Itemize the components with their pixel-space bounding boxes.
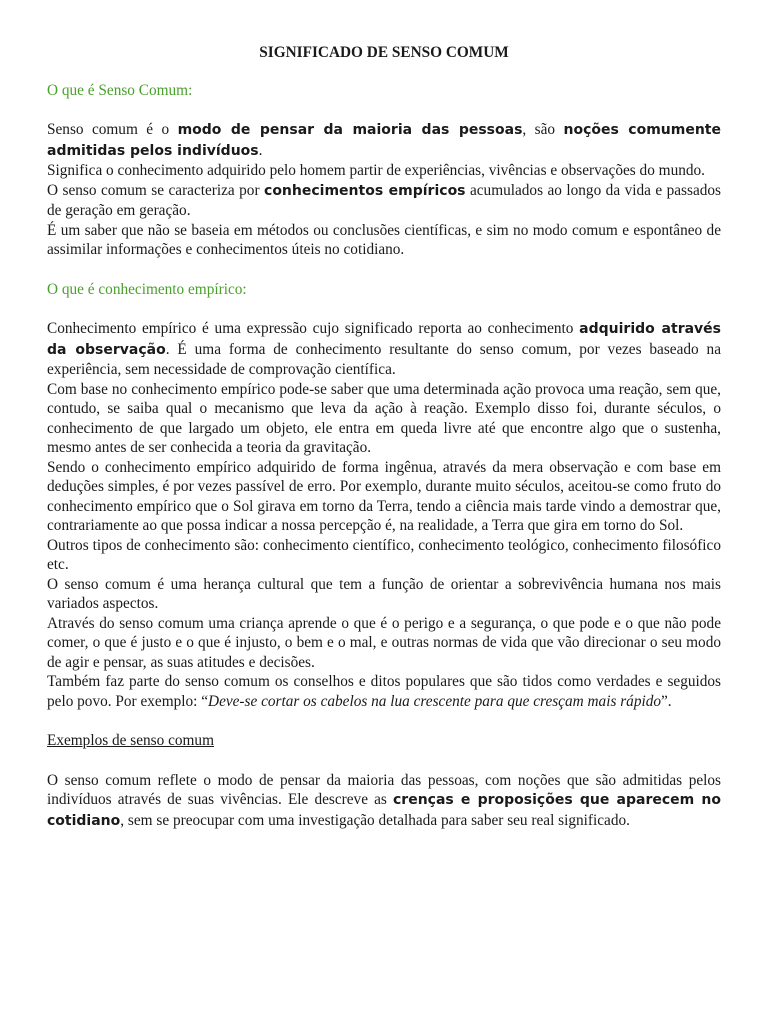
paragraph <box>47 458 721 536</box>
text-run: O senso comum reflete o modo de pensar da maioria das pessoas, com noções que são admitidas pelos indivíduos através de suas vivências. Ele descreve as <box>47 771 721 808</box>
text-run: , sem se preocupar com uma investigação detalhada para saber seu real significado. <box>120 811 630 829</box>
bold-text-run: modo de pensar da maioria das pessoas <box>177 122 523 138</box>
text-run: ”. <box>661 692 672 710</box>
paragraph <box>47 672 721 711</box>
text-run: Outros tipos de conhecimento são: conhecimento científico, conhecimento teológico, conhecimento filosófico etc. <box>47 536 721 573</box>
text-run: . É uma forma de conhecimento resultante do senso comum, por vezes baseado na experiência, sem necessidade de comprovação científica. <box>47 340 721 378</box>
paragraph <box>47 380 721 458</box>
bold-text-run: crenças e proposições que aparecem no cotidiano <box>47 792 721 829</box>
section-exemplos <box>47 731 721 831</box>
text-run: Conhecimento empírico é uma expressão cujo significado reporta ao conhecimento <box>47 320 580 337</box>
text-run: O senso comum é uma herança cultural que tem a função de orientar a sobrevivência humana nos mais variados aspectos. <box>47 575 721 612</box>
text-run: . <box>258 141 263 159</box>
paragraph <box>47 771 721 832</box>
paragraph <box>47 614 721 673</box>
section-heading-conhecimento-empirico: O que é conhecimento empírico: <box>47 280 247 298</box>
paragraph <box>47 181 721 221</box>
italic-text-run: Deve-se cortar os cabelos na lua crescente para que cresçam mais rápido <box>208 692 662 710</box>
section-senso-comum <box>47 81 721 260</box>
bold-text-run: noções comumente admitidas pelos indivíduos <box>47 122 721 159</box>
bold-text-run: conhecimentos empíricos <box>264 182 466 199</box>
text-run: acumulados ao longo da vida e passados de geração em geração. <box>47 181 721 219</box>
paragraph <box>47 319 721 380</box>
section-heading-exemplos: Exemplos de senso comum <box>47 732 214 749</box>
text-run: Sendo o conhecimento empírico adquirido de forma ingênua, através da mera observação e com base em deduções simples, é por vezes passível de erro. Por exemplo, durante muito séculos, aceitou-se como fruto do conhecimento empírico que o Sol girava em torno da Terra, tendo a ciência mais tarde vindo a demostrar que, contrariamente ao que possa indicar a nossa percepção é, na realidade, a Terra que gira em torno do Sol. <box>47 458 721 534</box>
paragraph <box>47 161 721 181</box>
bold-text-run: adquirido através da observação <box>47 321 721 358</box>
section-conhecimento-empirico <box>47 280 721 712</box>
text-run: Através do senso comum uma criança aprende o que é o perigo e a segurança, o que pode e o que não pode comer, o que é justo e o que é injusto, o bem e o mal, e outras normas de vida que vão direcionar o seu modo de agir e pensar, as suas atitudes e decisões. <box>47 614 721 671</box>
text-run: , são <box>522 121 564 138</box>
text-run: Significa o conhecimento adquirido pelo homem partir de experiências, vivências e observações do mundo. <box>47 162 705 179</box>
text-run: É um saber que não se baseia em métodos ou conclusões científicas, e sim no modo comum e espontâneo de assimilar informações e conhecimentos úteis no cotidiano. <box>47 221 721 258</box>
document-title: SIGNIFICADO DE SENSO COMUM <box>259 44 509 61</box>
paragraph <box>47 221 721 260</box>
paragraph <box>47 120 721 161</box>
text-run: Senso comum é o <box>47 121 178 138</box>
paragraph <box>47 536 721 575</box>
section-heading-senso-comum: O que é Senso Comum: <box>47 81 193 99</box>
text-run: Também faz parte do senso comum os conselhos e ditos populares que são tidos como verdades e seguidos pelo povo. Por exemplo: “ <box>47 673 721 710</box>
text-run: O senso comum se caracteriza por <box>47 181 265 199</box>
paragraph <box>47 575 721 614</box>
text-run: Com base no conhecimento empírico pode-se saber que uma determinada ação provoca uma reação, sem que, contudo, se saiba qual o mecanismo que leva da ação à reação. Exemplo disso foi, durante séculos, o conhecimento de que largado um objeto, ele entra em queda livre até que encontre algo que o sustenha, mesmo antes de ser conhecida a teoria da gravitação. <box>47 380 721 456</box>
